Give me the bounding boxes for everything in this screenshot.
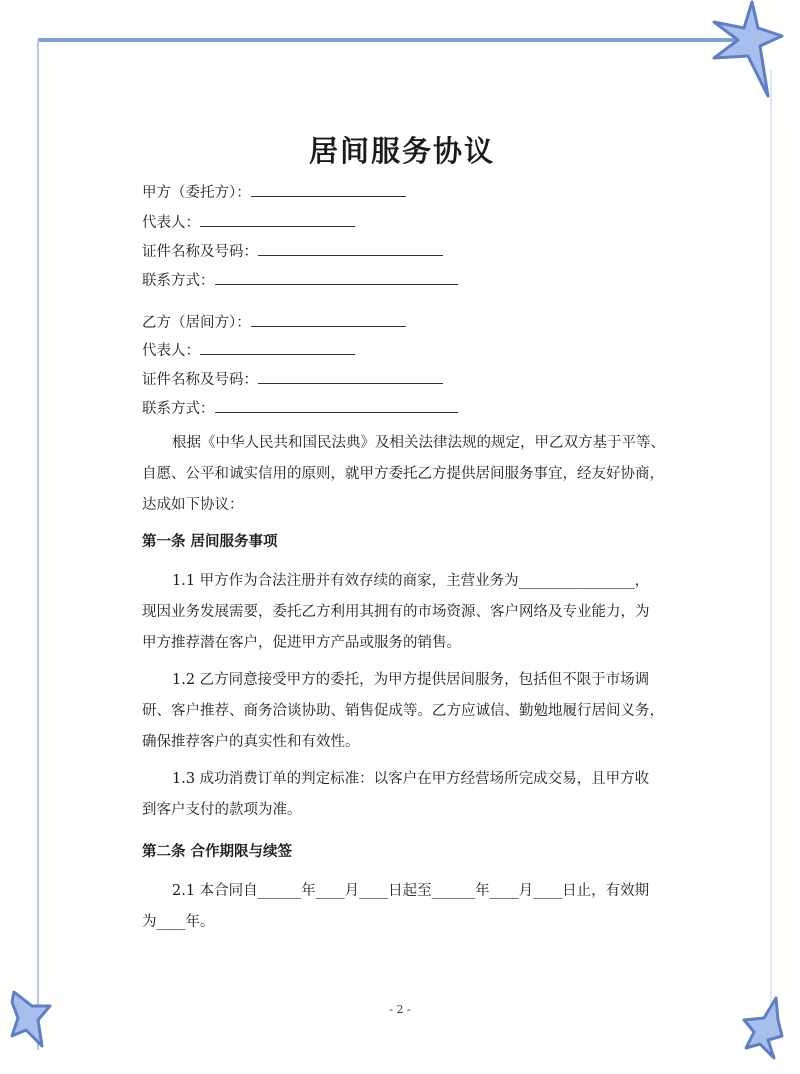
clause-1-1: [142, 566, 664, 659]
party-a-id-label: 证件名称及号码：: [142, 244, 258, 260]
star-decoration-icon: [704, 0, 784, 100]
clause-2-1: [142, 876, 664, 938]
party-a-id-blank[interactable]: [258, 241, 443, 256]
party-a-contact-row: [142, 269, 458, 290]
clause-line: 为____年。: [142, 914, 215, 930]
star-decoration-icon: [10, 990, 54, 1050]
party-a-name-label: 甲方（委托方）：: [142, 185, 251, 201]
article-1-heading: 第一条 居间服务事项: [142, 533, 278, 550]
clause-line: 1.1 甲方作为合法注册并有效存续的商家，主营业务为________________，: [172, 573, 650, 589]
party-a-id-row: [142, 240, 443, 261]
party-b-name-label: 乙方（居间方）：: [142, 315, 251, 331]
party-a-contact-blank[interactable]: [215, 270, 458, 285]
intro-line: 自愿、公平和诚实信用的原则，就甲方委托乙方提供居间服务事宜，经友好协商，: [142, 466, 664, 482]
page-frame-top: [38, 38, 750, 42]
party-a-rep-row: [142, 211, 355, 232]
article-2-heading: 第二条 合作期限与续签: [142, 843, 293, 860]
clause-line: 甲方推荐潜在客户，促进甲方产品或服务的销售。: [142, 635, 461, 651]
page-frame-left: [37, 40, 39, 1050]
document-title: 居间服务协议: [308, 134, 495, 168]
party-b-contact-blank[interactable]: [215, 398, 458, 413]
party-b-id-label: 证件名称及号码：: [142, 372, 258, 388]
party-a-contact-label: 联系方式：: [142, 273, 215, 289]
clause-line: 1.3 成功消费订单的判定标准：以客户在甲方经营场所完成交易，且甲方收: [172, 771, 650, 787]
party-a-rep-blank[interactable]: [200, 212, 355, 227]
party-b-contact-row: [142, 397, 458, 418]
clause-1-3: [142, 764, 664, 826]
page-number: - 2 -: [389, 1003, 411, 1016]
party-b-rep-row: [142, 339, 355, 360]
clause-line: 确保推荐客户的真实性和有效性。: [142, 734, 360, 750]
clause-line: 到客户支付的款项为准。: [142, 802, 302, 818]
party-a-rep-label: 代表人：: [142, 215, 200, 231]
party-b-contact-label: 联系方式：: [142, 401, 215, 417]
clause-line: 2.1 本合同自______年____月____日起至______年____月____日止，有效期: [172, 883, 650, 899]
intro-paragraph: [142, 428, 664, 521]
clause-line: 1.2 乙方同意接受甲方的委托，为甲方提供居间服务，包括但不限于市场调: [172, 672, 650, 688]
party-b-id-blank[interactable]: [258, 369, 443, 384]
party-b-id-row: [142, 368, 443, 389]
clause-1-2: [142, 665, 664, 758]
party-b-rep-label: 代表人：: [142, 343, 200, 359]
intro-line: 达成如下协议：: [142, 497, 244, 513]
page-frame-right: [770, 70, 772, 1050]
party-a-name-row: [142, 181, 406, 202]
intro-line: 根据《中华人民共和国民法典》及相关法律法规的规定，甲乙双方基于平等、: [172, 435, 665, 451]
clause-line: 研、客户推荐、商务洽谈协助、销售促成等。乙方应诚信、勤勉地履行居间义务，: [142, 703, 664, 719]
party-a-name-blank[interactable]: [251, 182, 406, 197]
party-b-name-row: [142, 311, 406, 332]
clause-line: 现因业务发展需要，委托乙方利用其拥有的市场资源、客户网络及专业能力，为: [142, 604, 650, 620]
party-b-rep-blank[interactable]: [200, 340, 355, 355]
party-b-name-blank[interactable]: [251, 312, 406, 327]
